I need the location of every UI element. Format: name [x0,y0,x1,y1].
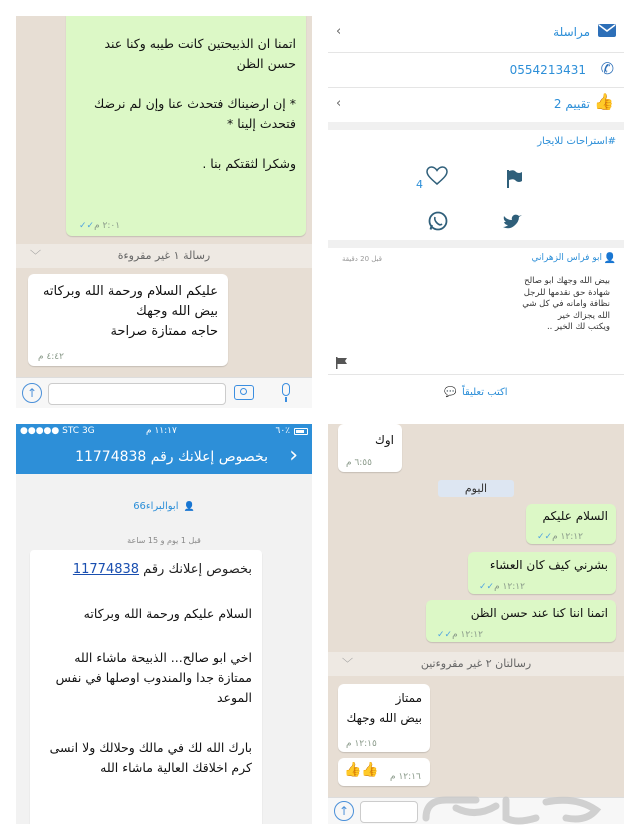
panel-whatsapp-top-left [16,16,312,408]
likes-count: 4 [416,178,423,191]
twitter-icon[interactable] [502,214,522,234]
comment-time: قبل 20 دقيقة [342,255,383,263]
status-bar: ●●●●● STC 3G ١١:١٧ م ٦٠٪ [16,424,312,440]
write-comment-button[interactable]: اكتب تعليقاً 💬 [444,387,508,398]
comment-header [328,250,624,268]
back-chevron-icon[interactable]: › [289,443,298,468]
message-bubble-outgoing [468,552,616,594]
message-time: ١٢:١٢ م✓✓ [437,630,483,640]
message-time: ٦:٥٥ م [346,458,372,468]
message-card [30,550,262,824]
message-text: بشرني كيف كان العشاء [489,558,608,572]
message-blessing: بارك الله لك في مالك وحلالك ولا انسى كرم اخلاقك العالية ماشاء الله [49,740,252,775]
message-text: عليكم السلام ورحمة الله وبركاته بيض الله وجهك حاجه ممتازة صراحة [42,284,218,339]
message-time: ١٢:١٦ م [390,772,421,782]
message-bubble-incoming [28,274,228,366]
message-bubble-outgoing [526,504,616,544]
message-time: ١٢:١٢ م✓✓ [479,582,525,592]
haraj-watermark-logo [416,788,616,828]
user-icon: 👤 [183,502,195,512]
contact-row[interactable] [328,14,624,52]
read-ticks-icon: ✓✓ [79,221,95,231]
message-greeting: السلام عليكم ورحمة الله وبركاته [83,606,252,621]
camera-icon[interactable] [234,385,254,400]
phone-number[interactable]: 0554213431 [509,63,586,77]
heart-icon[interactable] [426,166,448,186]
rating-label: 2 تقييم [553,97,590,111]
message-input[interactable] [48,383,226,405]
time-ago: قبل 1 يوم و 15 ساعة [127,536,201,545]
chevron-down-icon[interactable]: ﹀ [30,249,41,262]
message-text: اتمنا اننا كنا عند حسن الظن [470,606,608,620]
message-time: ٢:٠١ م✓✓ [79,221,121,231]
chat-input-bar [16,377,312,408]
message-text: اتمنا ان الذبيحتين كانت طيبه وكنا عند حسن الظن * إن ارضيناك فتحدث عنا وإن لم نرضك فتحدث إلينا * وشكرا لثقتكم بنا . [93,36,296,171]
message-bubble-incoming [338,684,430,752]
nav-header [16,440,312,474]
panel-ad-details [328,14,624,408]
panel-ios-message [16,424,312,824]
ad-number-link[interactable]: 11774838 [72,562,140,577]
message-text: ممتاز بيض الله وجهك [346,691,422,725]
day-separator: اليوم [438,480,514,497]
message-bubble-outgoing [426,600,616,642]
message-line-ad: بخصوص إعلانك رقم 11774838 [72,562,252,577]
unread-divider: رسالتان ٢ غير مقروءتين ﹀ [328,652,624,676]
rating-row[interactable] [328,88,624,122]
message-time: ١٢:١٥ م [346,739,377,749]
message-body: اخي ابو صالح... الذبيحة ماشاء الله ممتازة جدا والمندوب اوصلها في نفس الموعد [55,650,252,705]
unread-divider: رسالة ١ غير مقروءة ﹀ [16,244,312,268]
envelope-icon [598,24,616,37]
author-name[interactable]: ابوالبراء66 [133,501,179,512]
message-bubble-incoming [338,758,430,786]
comment-text: بيض الله وجهك ابو صالح شهادة حق نقدمها للرجل نظافة وامانه في كل شي الله يجزاك خير ويكتب لك الخير .. [522,276,610,332]
thumbs-up-icon: 👍 [594,92,614,111]
flag-icon[interactable] [506,170,522,188]
message-text: اوك [374,433,394,447]
chevron-down-icon[interactable]: ﹀ [342,657,353,670]
read-ticks-icon: ✓✓ [537,532,553,542]
comment-author[interactable]: ابو فراس الزهراني [531,253,602,263]
send-arrow-icon[interactable]: ↑ [22,383,42,403]
user-icon: 👤 [603,253,616,264]
header-title: بخصوص إعلانك رقم 11774838 [75,449,268,465]
read-ticks-icon: ✓✓ [479,582,495,592]
phone-row[interactable] [328,53,624,87]
panel-whatsapp-bottom-right [328,424,624,824]
hashtag-link[interactable]: #استراحات للايجار [537,136,616,147]
microphone-icon[interactable] [282,383,290,396]
send-arrow-icon[interactable]: ↑ [334,801,354,821]
battery-icon [294,428,308,435]
message-input[interactable] [360,801,418,823]
phone-icon: ✆ [600,59,614,78]
thumbs-up-emoji: 👍👍 [344,762,379,778]
message-time: ٤:٤٢ م [38,352,64,362]
chevron-left-icon: ‹ [336,24,342,39]
read-ticks-icon: ✓✓ [437,630,453,640]
author-row [16,494,312,513]
message-time: ١٢:١٢ م✓✓ [537,532,583,542]
message-bubble-outgoing [66,16,306,236]
contact-label: مراسلة [553,25,590,39]
whatsapp-icon[interactable] [428,211,448,231]
message-text: السلام عليكم [542,509,608,523]
chevron-left-icon: ‹ [336,96,342,111]
report-flag-icon[interactable] [336,354,348,373]
message-bubble-incoming [338,424,402,472]
comment-bubble-icon: 💬 [444,387,457,398]
